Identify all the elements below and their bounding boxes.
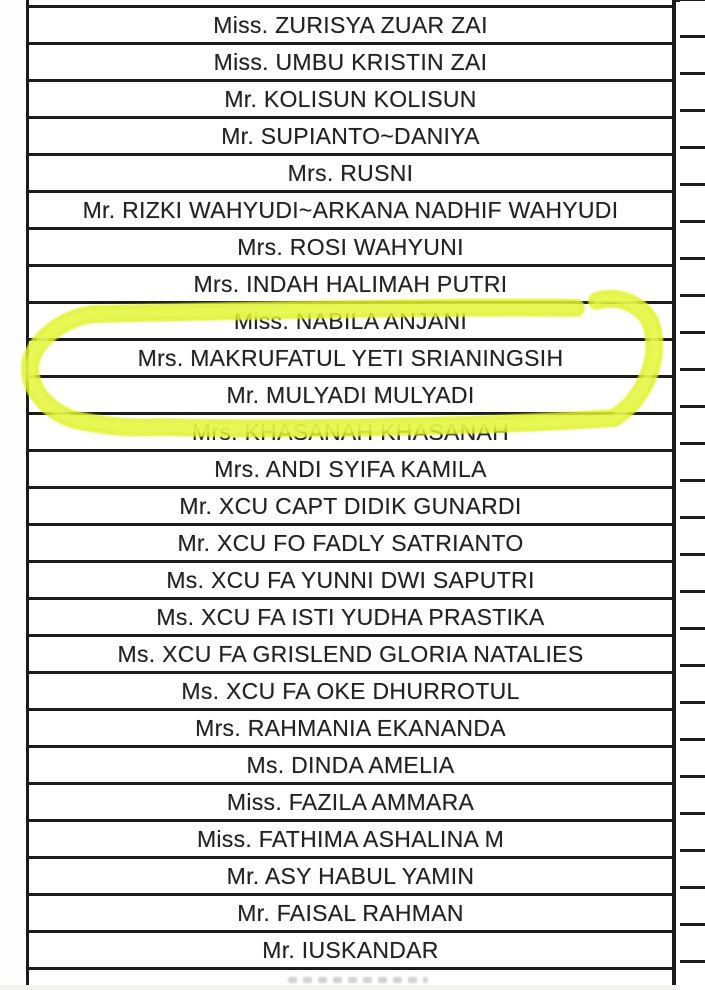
person-name: Ms. XCU FA ISTI YUDHA PRASTIKA: [156, 604, 544, 631]
table-row: [29, 341, 672, 378]
person-name: Mr. XCU CAPT DIDIK GUNARDI: [179, 493, 521, 520]
table-row: [29, 637, 672, 674]
table-row: [29, 785, 672, 822]
table-row: [29, 45, 672, 82]
person-name: Miss. FAZILA AMMARA: [227, 789, 474, 816]
person-name: Mrs. ANDI SYIFA KAMILA: [214, 456, 486, 483]
person-name: Mrs. ROSI WAHYUNI: [237, 234, 464, 261]
person-name: Mr. IUSKANDAR: [262, 937, 438, 964]
person-name: Mrs. KHASANAH KHASANAH: [192, 419, 509, 446]
person-name: Mr. KOLISUN KOLISUN: [224, 86, 476, 113]
table-row: [29, 933, 672, 970]
person-name: Ms. XCU FA YUNNI DWI SAPUTRI: [166, 567, 534, 594]
table-row: [29, 378, 672, 415]
table-row: [29, 193, 672, 230]
table-row: [29, 822, 672, 859]
person-name: Mrs. INDAH HALIMAH PUTRI: [194, 271, 508, 298]
table-row: [29, 563, 672, 600]
person-name: Miss. UMBU KRISTIN ZAI: [214, 49, 488, 76]
table-row: [29, 156, 672, 193]
person-name: Mr. SUPIANTO~DANIYA: [221, 123, 480, 150]
table-row: [29, 600, 672, 637]
table-row: [29, 711, 672, 748]
person-name: Mrs. MAKRUFATUL YETI SRIANINGSIH: [138, 345, 564, 372]
person-name: Mr. ASY HABUL YAMIN: [227, 863, 475, 890]
table-row: [29, 267, 672, 304]
table-row: [29, 82, 672, 119]
person-name: Ms. XCU FA GRISLEND GLORIA NATALIES: [118, 641, 584, 668]
person-name: Ms. DINDA AMELIA: [246, 752, 454, 779]
table-row: [29, 896, 672, 933]
person-name: Miss. ZURISYA ZUAR ZAI: [213, 12, 488, 39]
illegible-text-fragment: [288, 977, 428, 983]
table-row: [29, 230, 672, 267]
table-row: [29, 526, 672, 563]
table-row: [29, 415, 672, 452]
person-name: Miss. FATHIMA ASHALINA M: [197, 826, 504, 853]
person-name: Mr. XCU FO FADLY SATRIANTO: [177, 530, 523, 557]
table-row: [29, 304, 672, 341]
person-name: Miss. NABILA ANJANI: [234, 308, 467, 335]
table-row: [29, 452, 672, 489]
table-row: [29, 674, 672, 711]
person-name: Mr. FAISAL RAHMAN: [237, 900, 464, 927]
person-name: Mrs. RUSNI: [288, 160, 414, 187]
person-name: Mr. MULYADI MULYADI: [226, 382, 474, 409]
table-row: [29, 748, 672, 785]
table-row: [29, 489, 672, 526]
roster-table: [26, 0, 676, 985]
table-row: [29, 119, 672, 156]
table-row: [29, 859, 672, 896]
person-name: Mr. RIZKI WAHYUDI~ARKANA NADHIF WAHYUDI: [83, 197, 619, 224]
right-column: [680, 0, 705, 990]
roster-rows: [29, 5, 672, 970]
person-name: Ms. XCU FA OKE DHURROTUL: [181, 678, 519, 705]
person-name: Mrs. RAHMANIA EKANANDA: [195, 715, 506, 742]
table-row: [29, 8, 672, 45]
